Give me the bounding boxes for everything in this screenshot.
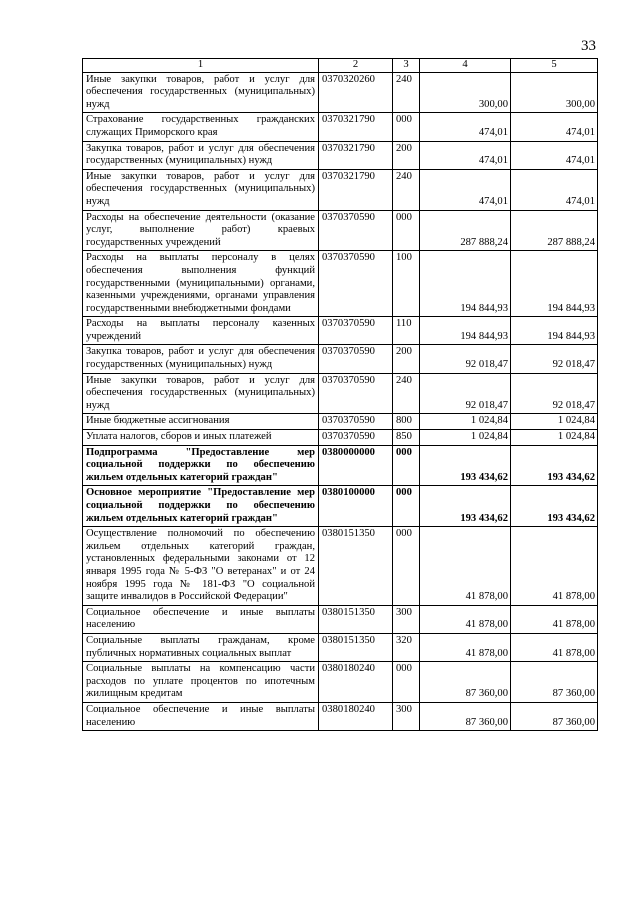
row-code-cell: 0370370590 <box>319 430 393 446</box>
row-value-2-cell: 193 434,62 <box>511 486 598 527</box>
row-value-1-cell: 474,01 <box>420 169 511 210</box>
row-type-cell: 850 <box>393 430 420 446</box>
row-value-2-cell: 87 360,00 <box>511 702 598 730</box>
row-value-2-cell: 1 024,84 <box>511 430 598 446</box>
row-name-cell: Осуществление полномочий по обеспечению жильем отдельных категорий граждан, установленных федеральными законами от 12 января 1995 года № 5-ФЗ "О ветеранах" и от 24 ноября 1995 года № 181-ФЗ "О социальной защите инвалидов в Российской Федерации" <box>83 527 319 606</box>
row-value-1-cell: 194 844,93 <box>420 251 511 317</box>
row-name-cell: Иные закупки товаров, работ и услуг для обеспечения государственных (муниципальных) нужд <box>83 169 319 210</box>
row-value-1-cell: 287 888,24 <box>420 210 511 251</box>
table-row <box>83 317 598 345</box>
row-value-2-cell: 287 888,24 <box>511 210 598 251</box>
row-code-cell: 0370370590 <box>319 414 393 430</box>
row-name-cell: Иные бюджетные ассигнования <box>83 414 319 430</box>
row-type-cell: 100 <box>393 251 420 317</box>
row-value-2-cell: 41 878,00 <box>511 527 598 606</box>
table-row <box>83 210 598 251</box>
table-row <box>83 251 598 317</box>
row-value-2-cell: 92 018,47 <box>511 345 598 373</box>
row-name-cell: Иные закупки товаров, работ и услуг для обеспечения государственных (муниципальных) нужд <box>83 373 319 414</box>
row-name-cell: Расходы на обеспечение деятельности (оказание услуг, выполнение работ) краевых государственных учреждений <box>83 210 319 251</box>
row-value-2-cell: 194 844,93 <box>511 251 598 317</box>
row-code-cell: 0380151350 <box>319 605 393 633</box>
table-row <box>83 662 598 703</box>
row-value-2-cell: 474,01 <box>511 113 598 141</box>
header-row <box>83 59 598 73</box>
row-type-cell: 320 <box>393 633 420 661</box>
row-value-1-cell: 1 024,84 <box>420 414 511 430</box>
table-row <box>83 113 598 141</box>
row-value-2-cell: 87 360,00 <box>511 662 598 703</box>
row-name-cell: Социальное обеспечение и иные выплаты населению <box>83 702 319 730</box>
table-row <box>83 702 598 730</box>
row-value-1-cell: 41 878,00 <box>420 605 511 633</box>
row-type-cell: 000 <box>393 662 420 703</box>
row-value-2-cell: 474,01 <box>511 141 598 169</box>
row-code-cell: 0380180240 <box>319 702 393 730</box>
row-value-1-cell: 194 844,93 <box>420 317 511 345</box>
row-value-2-cell: 41 878,00 <box>511 633 598 661</box>
header-col-2: 2 <box>319 59 393 73</box>
table-row <box>83 169 598 210</box>
header-col-5: 5 <box>511 59 598 73</box>
row-value-1-cell: 87 360,00 <box>420 662 511 703</box>
row-type-cell: 200 <box>393 141 420 169</box>
header-col-1: 1 <box>83 59 319 73</box>
row-code-cell: 0380000000 <box>319 445 393 486</box>
row-type-cell: 000 <box>393 210 420 251</box>
row-value-1-cell: 92 018,47 <box>420 345 511 373</box>
row-name-cell: Социальное обеспечение и иные выплаты населению <box>83 605 319 633</box>
row-name-cell: Иные закупки товаров, работ и услуг для обеспечения государственных (муниципальных) нужд <box>83 72 319 113</box>
row-type-cell: 300 <box>393 605 420 633</box>
row-code-cell: 0370321790 <box>319 169 393 210</box>
row-name-cell: Социальные выплаты гражданам, кроме публичных нормативных социальных выплат <box>83 633 319 661</box>
row-type-cell: 000 <box>393 486 420 527</box>
table-row <box>83 141 598 169</box>
table-row <box>83 414 598 430</box>
row-value-1-cell: 41 878,00 <box>420 527 511 606</box>
row-type-cell: 800 <box>393 414 420 430</box>
row-code-cell: 0370321790 <box>319 141 393 169</box>
row-code-cell: 0370320260 <box>319 72 393 113</box>
row-value-2-cell: 300,00 <box>511 72 598 113</box>
row-name-cell: Уплата налогов, сборов и иных платежей <box>83 430 319 446</box>
table-row <box>83 72 598 113</box>
row-name-cell: Страхование государственных гражданских служащих Приморского края <box>83 113 319 141</box>
row-name-cell: Закупка товаров, работ и услуг для обеспечения государственных (муниципальных) нужд <box>83 141 319 169</box>
row-value-1-cell: 474,01 <box>420 113 511 141</box>
header-col-4: 4 <box>420 59 511 73</box>
table-row <box>83 605 598 633</box>
row-type-cell: 240 <box>393 169 420 210</box>
row-type-cell: 000 <box>393 113 420 141</box>
table-row <box>83 445 598 486</box>
row-value-2-cell: 1 024,84 <box>511 414 598 430</box>
row-name-cell: Основное мероприятие "Предоставление мер социальной поддержки по обеспечению жильем отдельных категорий граждан" <box>83 486 319 527</box>
row-type-cell: 240 <box>393 373 420 414</box>
row-value-1-cell: 41 878,00 <box>420 633 511 661</box>
row-code-cell: 0380151350 <box>319 633 393 661</box>
row-name-cell: Расходы на выплаты персоналу в целях обеспечения выполнения функций государственными (муниципальными) органами, казенными учреждениями, органами управления государственными внебюджетными фондами <box>83 251 319 317</box>
row-value-1-cell: 92 018,47 <box>420 373 511 414</box>
row-name-cell: Подпрограмма "Предоставление мер социальной поддержки по обеспечению жильем отдельных категорий граждан" <box>83 445 319 486</box>
row-value-1-cell: 193 434,62 <box>420 486 511 527</box>
row-code-cell: 0370370590 <box>319 210 393 251</box>
budget-table <box>82 58 598 731</box>
row-value-2-cell: 92 018,47 <box>511 373 598 414</box>
row-code-cell: 0380180240 <box>319 662 393 703</box>
row-code-cell: 0370370590 <box>319 317 393 345</box>
row-name-cell: Социальные выплаты на компенсацию части расходов по уплате процентов по ипотечным жилищным кредитам <box>83 662 319 703</box>
table-row <box>83 527 598 606</box>
row-value-1-cell: 87 360,00 <box>420 702 511 730</box>
row-type-cell: 000 <box>393 527 420 606</box>
row-value-2-cell: 474,01 <box>511 169 598 210</box>
row-type-cell: 240 <box>393 72 420 113</box>
row-type-cell: 000 <box>393 445 420 486</box>
table-row <box>83 373 598 414</box>
row-code-cell: 0380100000 <box>319 486 393 527</box>
row-value-1-cell: 474,01 <box>420 141 511 169</box>
page-number: 33 <box>581 38 596 54</box>
row-type-cell: 110 <box>393 317 420 345</box>
row-code-cell: 0370321790 <box>319 113 393 141</box>
table-row <box>83 486 598 527</box>
table-row <box>83 633 598 661</box>
table-row <box>83 430 598 446</box>
header-col-3: 3 <box>393 59 420 73</box>
row-value-1-cell: 300,00 <box>420 72 511 113</box>
row-type-cell: 200 <box>393 345 420 373</box>
row-value-2-cell: 194 844,93 <box>511 317 598 345</box>
row-value-1-cell: 193 434,62 <box>420 445 511 486</box>
row-code-cell: 0370370590 <box>319 251 393 317</box>
table-row <box>83 345 598 373</box>
row-value-1-cell: 1 024,84 <box>420 430 511 446</box>
row-value-2-cell: 193 434,62 <box>511 445 598 486</box>
row-type-cell: 300 <box>393 702 420 730</box>
row-code-cell: 0380151350 <box>319 527 393 606</box>
row-value-2-cell: 41 878,00 <box>511 605 598 633</box>
row-code-cell: 0370370590 <box>319 373 393 414</box>
row-code-cell: 0370370590 <box>319 345 393 373</box>
row-name-cell: Закупка товаров, работ и услуг для обеспечения государственных (муниципальных) нужд <box>83 345 319 373</box>
row-name-cell: Расходы на выплаты персоналу казенных учреждений <box>83 317 319 345</box>
